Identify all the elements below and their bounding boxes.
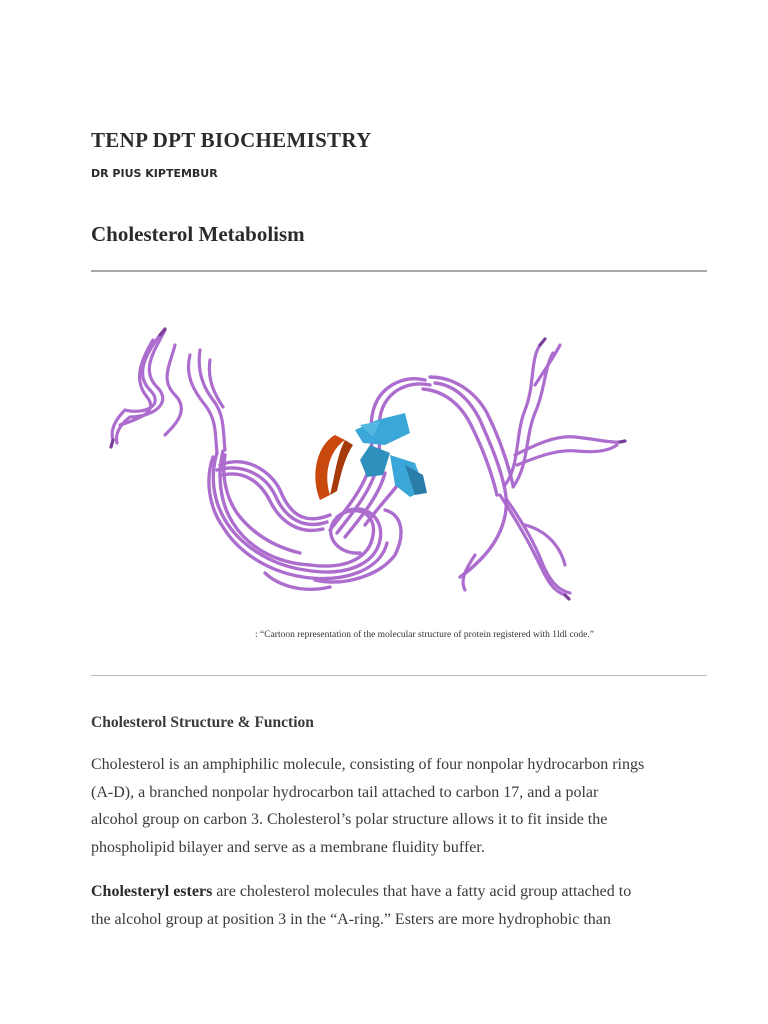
blue-strands <box>355 413 427 497</box>
subheading: Cholesterol Structure & Function <box>91 714 314 731</box>
paragraph-cholesteryl-esters <box>91 878 711 933</box>
section-title: Cholesterol Metabolism <box>91 222 305 246</box>
paragraph-line: (A-D), a branched nonpolar hydrocarbon tail attached to carbon 17, and a polar <box>91 783 599 801</box>
paragraph-line: the alcohol group at position 3 in the “A-ring.” Esters are more hydrophobic than <box>91 910 611 928</box>
right-coil-bundle <box>463 345 620 595</box>
divider-bottom <box>91 675 707 676</box>
paragraph-line: phospholipid bilayer and serve as a membrane fluidity buffer. <box>91 839 485 857</box>
left-coil-bundle <box>112 330 225 453</box>
protein-cartoon-image <box>105 325 635 610</box>
central-coil-bundle <box>209 377 513 589</box>
paragraph-line: Cholesterol is an amphiphilic molecule, consisting of four nonpolar hydrocarbon rings <box>91 756 645 773</box>
bold-term: Cholesteryl esters <box>91 883 213 900</box>
paragraph-cholesterol-structure <box>91 751 711 862</box>
protein-structure-figure <box>105 325 635 610</box>
figure-caption: : “Cartoon representation of the molecular structure of protein registered with 1ldl code.” <box>255 630 594 640</box>
paragraph-line: alcohol group on carbon 3. Cholesterol’s polar structure allows it to fit inside the <box>91 811 608 829</box>
paragraph-line <box>91 878 711 906</box>
orange-strand <box>315 435 353 500</box>
document-title: TENP DPT BIOCHEMISTRY <box>91 128 372 152</box>
author-name: DR PIUS KIPTEMBUR <box>91 167 218 180</box>
paragraph-text: are cholesterol molecules that have a fatty acid group attached to <box>212 883 632 900</box>
divider-top <box>91 270 707 272</box>
